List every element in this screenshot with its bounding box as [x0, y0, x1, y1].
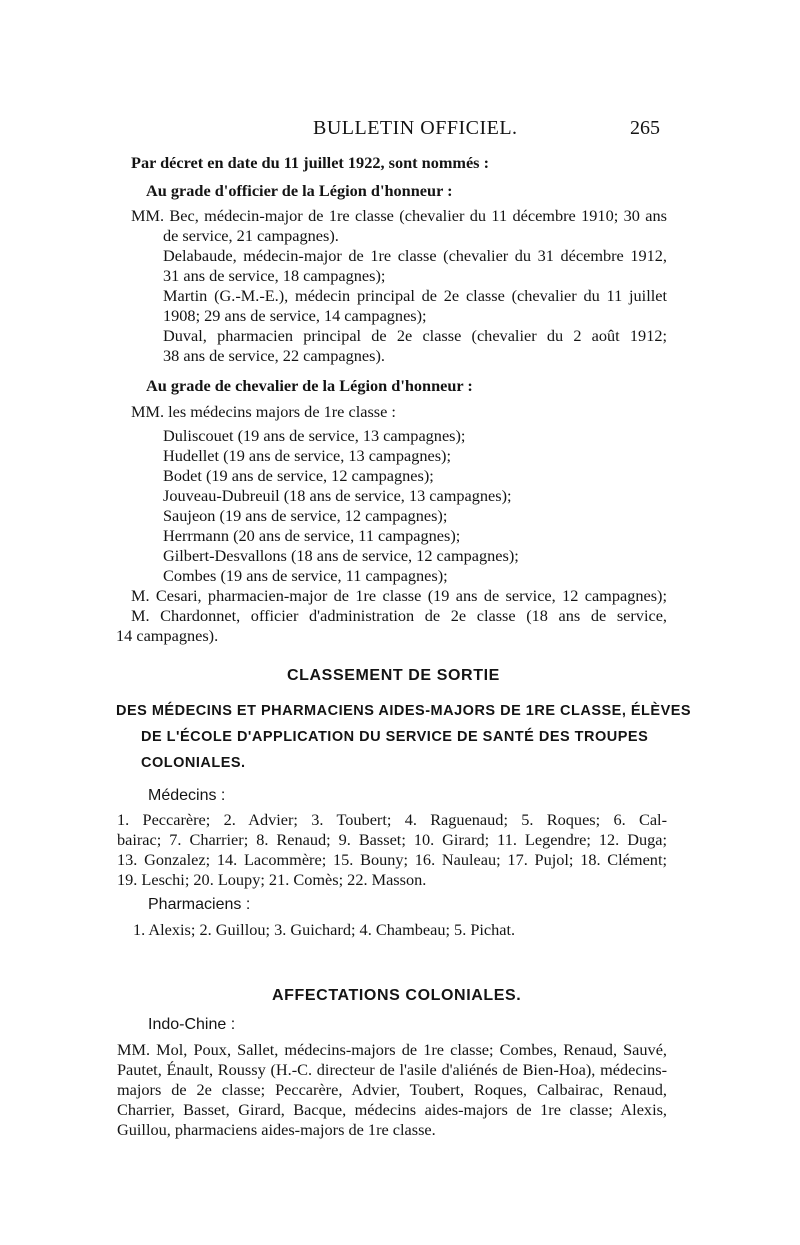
- page-number: 265: [630, 117, 660, 139]
- chardonnet-line-2: 14 campagnes).: [116, 626, 219, 645]
- chevalier-line: Duliscouet (19 ans de service, 13 campagnes);: [163, 426, 466, 445]
- officier-line: Duval, pharmacien principal de 2e classe (chevalier du 2 août 1912;: [163, 326, 667, 345]
- officier-line: 38 ans de service, 22 campagnes).: [163, 346, 385, 365]
- medecins-line: 13. Gonzalez; 14. Lacommère; 15. Bouny; 16. Nauleau; 17. Pujol; 18. Clément;: [117, 850, 667, 869]
- pharmaciens-label: Pharmaciens :: [148, 896, 251, 913]
- grade-chevalier-heading: Au grade de chevalier de la Légion d'honneur :: [146, 376, 473, 395]
- affectations-line: MM. Mol, Poux, Sallet, médecins-majors de 1re classe; Combes, Renaud, Sauvé,: [117, 1040, 667, 1059]
- medecins-label: Médecins :: [148, 787, 226, 804]
- medecins-line: 19. Leschi; 20. Loupy; 21. Comès; 22. Masson.: [117, 870, 427, 889]
- chevalier-line: Bodet (19 ans de service, 12 campagnes);: [163, 466, 434, 485]
- classement-subtitle: DE L'ÉCOLE D'APPLICATION DU SERVICE DE SANTÉ DES TROUPES: [141, 729, 649, 745]
- chevalier-line: Jouveau-Dubreuil (18 ans de service, 13 campagnes);: [163, 486, 512, 505]
- affectations-line: Guillou, pharmaciens aides-majors de 1re classe.: [117, 1120, 436, 1139]
- cesari-line: M. Cesari, pharmacien-major de 1re classe (19 ans de service, 12 campagnes);: [131, 586, 667, 605]
- decree-intro: Par décret en date du 11 juillet 1922, sont nommés :: [131, 153, 490, 172]
- officier-line: de service, 21 campagnes).: [163, 226, 339, 245]
- officier-line: Delabaude, médecin-major de 1re classe (chevalier du 31 décembre 1912,: [163, 246, 667, 265]
- chardonnet-line: M. Chardonnet, officier d'administration de 2e classe (18 ans de service,: [131, 606, 667, 625]
- chevalier-line: Hudellet (19 ans de service, 13 campagnes);: [163, 446, 451, 465]
- affectations-line: Pautet, Énault, Roussy (H.-C. directeur de l'asile d'aliénés de Bien-Hoa), médecins-: [117, 1060, 667, 1079]
- chevalier-line: Herrmann (20 ans de service, 11 campagnes);: [163, 526, 461, 545]
- officier-line: Martin (G.-M.-E.), médecin principal de 2e classe (chevalier du 11 juillet: [163, 286, 667, 305]
- officier-line: MM. Bec, médecin-major de 1re classe (chevalier du 11 décembre 1910; 30 ans: [131, 206, 667, 225]
- classement-subtitle: COLONIALES.: [141, 755, 246, 771]
- affectations-line: Charrier, Basset, Girard, Bacque, médecins aides-majors de 1re classe; Alexis,: [117, 1100, 667, 1119]
- classement-title: CLASSEMENT DE SORTIE: [287, 667, 500, 684]
- affectations-title: AFFECTATIONS COLONIALES.: [272, 987, 522, 1004]
- chevalier-line: Gilbert-Desvallons (18 ans de service, 12 campagnes);: [163, 546, 519, 565]
- medecins-line: 1. Peccarère; 2. Advier; 3. Toubert; 4. Raguenaud; 5. Roques; 6. Cal-: [117, 810, 667, 829]
- chevalier-line: Combes (19 ans de service, 11 campagnes);: [163, 566, 448, 585]
- page-header: [0, 117, 800, 143]
- chevalier-intro: MM. les médecins majors de 1re classe :: [131, 402, 396, 421]
- running-title: BULLETIN OFFICIEL.: [313, 117, 518, 139]
- region-label: Indo-Chine :: [148, 1016, 236, 1033]
- officier-line: 31 ans de service, 18 campagnes);: [163, 266, 386, 285]
- medecins-line: bairac; 7. Charrier; 8. Renaud; 9. Basset; 10. Girard; 11. Legendre; 12. Duga;: [117, 830, 667, 849]
- officier-line: 1908; 29 ans de service, 14 campagnes);: [163, 306, 427, 325]
- pharmaciens-line: 1. Alexis; 2. Guillou; 3. Guichard; 4. Chambeau; 5. Pichat.: [133, 920, 516, 939]
- chevalier-line: Saujeon (19 ans de service, 12 campagnes);: [163, 506, 448, 525]
- grade-officier-heading: Au grade d'officier de la Légion d'honneur :: [146, 181, 453, 200]
- affectations-line: majors de 2e classe; Peccarère, Advier, Toubert, Roques, Calbairac, Renaud,: [117, 1080, 667, 1099]
- classement-subtitle: DES MÉDECINS ET PHARMACIENS AIDES-MAJORS DE 1RE CLASSE, ÉLÈVES: [116, 703, 692, 719]
